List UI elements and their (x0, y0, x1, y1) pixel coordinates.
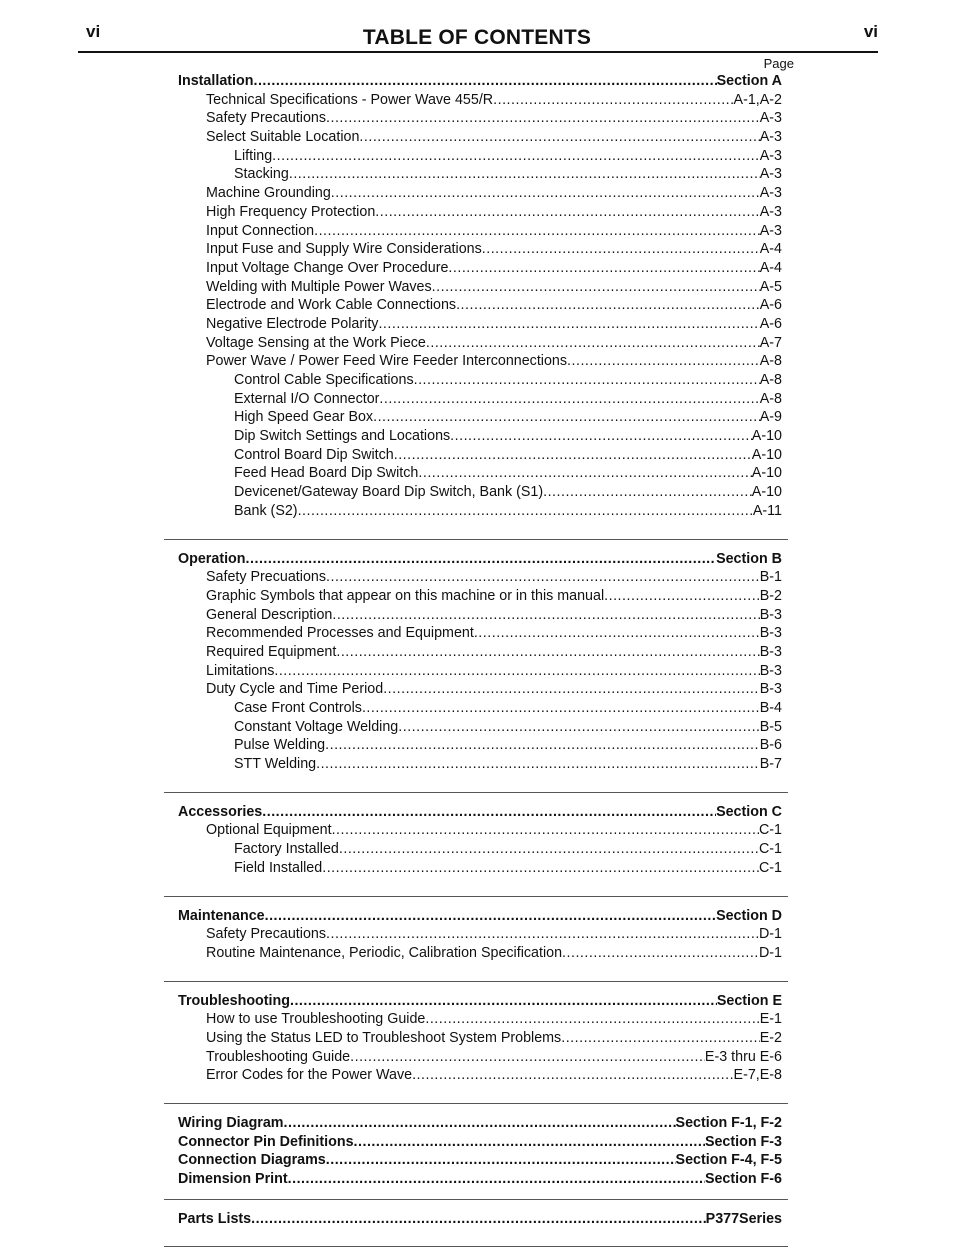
toc-entry-page: B-4 (759, 700, 782, 716)
toc-entry-page: A-3 (759, 203, 782, 220)
toc-entry-title: Routine Maintenance, Periodic, Calibration Specification (206, 944, 563, 961)
toc-entry[interactable] (164, 408, 782, 427)
toc-entry-title: Welding with Multiple Power Waves (206, 278, 432, 295)
toc-section (164, 550, 788, 774)
toc-entry-page: Section F-3 (704, 1133, 782, 1150)
toc-entry-title: Constant Voltage Welding (234, 718, 399, 735)
toc-entry-page: B-5 (759, 718, 782, 735)
toc-entry[interactable] (164, 222, 782, 241)
toc-section-heading[interactable] (164, 803, 782, 822)
page-title: TABLE OF CONTENTS (362, 26, 592, 49)
toc-entry-page: A-4 (759, 241, 782, 258)
toc-entry-page: A-3 (759, 129, 782, 146)
toc-entry-page: A-3 (759, 110, 782, 127)
toc-entry-page: Section A (716, 73, 782, 89)
toc-entry[interactable] (164, 165, 782, 184)
toc-entry-page: A-6 (759, 297, 782, 314)
dot-leader (326, 109, 760, 128)
toc-entry[interactable] (164, 680, 782, 699)
toc-entry-page: Section F-1, F-2 (675, 1115, 782, 1131)
toc-entry-title: Control Board Dip Switch (234, 446, 394, 463)
toc-entry-title: Field Installed (234, 859, 323, 876)
toc-section (164, 1114, 788, 1189)
toc-entry-page: Section F-6 (704, 1171, 782, 1188)
page-column-label: Page (763, 56, 794, 71)
dot-leader (316, 755, 760, 774)
toc-entry-title: Using the Status LED to Troubleshoot System Problems (206, 1029, 562, 1046)
toc-entry-title: Voltage Sensing at the Work Piece (206, 334, 426, 351)
toc-section-heading[interactable] (164, 992, 782, 1011)
toc-section-heading[interactable] (164, 1133, 782, 1152)
toc-entry-page: A-10 (751, 465, 782, 482)
toc-entry-title: Negative Electrode Polarity (206, 315, 379, 332)
dot-leader (298, 502, 753, 521)
toc-entry-page: A-11 (752, 502, 782, 519)
dot-leader (398, 718, 759, 737)
toc-entry[interactable] (164, 718, 782, 737)
toc-section-heading[interactable] (164, 907, 782, 926)
toc-entry-title: Safety Precuations (206, 569, 327, 586)
toc-entry[interactable] (164, 315, 782, 334)
toc-entry-page: B-6 (759, 737, 782, 754)
toc-entry-title: Select Suitable Location (206, 129, 360, 146)
toc-entry-page: Section C (716, 803, 782, 820)
toc-entry[interactable] (164, 371, 782, 390)
dot-leader (289, 165, 760, 184)
toc-entry-title: Graphic Symbols that appear on this machine or in this manual (206, 587, 605, 604)
toc-entry[interactable] (164, 147, 782, 166)
toc-entry-page: A-3 (759, 222, 782, 239)
toc-entry[interactable] (164, 91, 782, 110)
toc-entry[interactable] (164, 606, 782, 625)
toc-entry-title: Connector Pin Definitions (178, 1133, 354, 1150)
toc-entry-title: Parts Lists (178, 1210, 252, 1227)
toc-entry-page: D-1 (758, 944, 782, 961)
toc-entry[interactable] (164, 1010, 782, 1029)
toc-entry-title: STT Welding (234, 756, 317, 773)
toc-entry[interactable] (164, 259, 782, 278)
dot-leader (450, 427, 752, 446)
toc-entry[interactable] (164, 352, 782, 371)
toc-entry-title: Feed Head Board Dip Switch (234, 465, 419, 482)
dot-leader (325, 736, 760, 755)
toc-entry-title: Machine Grounding (206, 185, 331, 202)
toc-entry[interactable] (164, 334, 782, 353)
toc-entry-page: E-3 thru E-6 (704, 1048, 782, 1065)
toc-entry-title: General Description (206, 606, 333, 623)
toc-entry-page: A-9 (759, 409, 782, 426)
dot-leader (562, 944, 759, 963)
toc-entry-title: Maintenance (178, 907, 265, 924)
toc-entry[interactable] (164, 128, 782, 147)
dot-leader (290, 992, 717, 1011)
toc-section (164, 907, 788, 963)
dot-leader (474, 624, 760, 643)
toc-section-heading[interactable] (164, 1151, 782, 1170)
toc-entry-page: B-7 (759, 756, 782, 773)
toc-entry[interactable] (164, 840, 782, 859)
toc-entry-page: Section F-4, F-5 (675, 1152, 782, 1169)
section-divider (164, 963, 788, 982)
section-divider (164, 1189, 788, 1200)
toc-entry-title: Input Connection (206, 222, 315, 239)
toc-entry-title: Factory Installed (234, 841, 339, 858)
dot-leader (336, 643, 759, 662)
dot-leader (448, 259, 759, 278)
toc-entry[interactable] (164, 643, 782, 662)
dot-leader (326, 1151, 676, 1170)
dot-leader (362, 699, 760, 718)
dot-leader (418, 464, 751, 483)
dot-leader (414, 371, 760, 390)
section-divider (164, 774, 788, 793)
dot-leader (394, 446, 752, 465)
toc-entry-page: E-1 (759, 1011, 782, 1028)
dot-leader (432, 278, 760, 297)
dot-leader (332, 606, 759, 625)
section-divider (164, 1228, 788, 1247)
dot-leader (246, 550, 717, 569)
toc-entry-title: Dimension Print (178, 1171, 288, 1188)
dot-leader (373, 408, 760, 427)
toc-entry[interactable] (164, 390, 782, 409)
dot-leader (375, 203, 759, 222)
toc-entry[interactable] (164, 446, 782, 465)
toc-section (164, 803, 788, 878)
dot-leader (567, 352, 760, 371)
dot-leader (322, 859, 759, 878)
dot-leader (412, 1066, 733, 1085)
toc-entry-title: Safety Precautions (206, 926, 327, 943)
toc-entry-title: Recommended Processes and Equipment (206, 625, 474, 642)
toc-entry-page: Section B (716, 550, 782, 567)
dot-leader (284, 1114, 676, 1133)
toc-entry-title: Devicenet/Gateway Board Dip Switch, Bank (S1) (234, 484, 544, 501)
dot-leader (561, 1029, 760, 1048)
dot-leader (253, 72, 716, 91)
toc-entry-page: C-1 (758, 859, 782, 876)
toc-entry[interactable] (164, 755, 782, 774)
dot-leader (354, 1133, 705, 1152)
toc-entry-title: Error Codes for the Power Wave (206, 1067, 413, 1084)
toc-entry-title: Bank (S2) (234, 502, 298, 519)
toc-entry-title: Electrode and Work Cable Connections (206, 297, 457, 314)
toc-entry-page: A-3 (759, 147, 782, 164)
toc-entry-title: Pulse Welding (234, 737, 326, 754)
toc-section-heading[interactable] (164, 1210, 782, 1229)
toc-entry-title: Optional Equipment (206, 822, 332, 839)
toc-entry-page: A-10 (751, 428, 782, 445)
toc-entry-page: A-4 (759, 259, 782, 276)
toc-section-heading[interactable] (164, 72, 782, 91)
toc-section-heading[interactable] (164, 1114, 782, 1133)
toc-entry[interactable] (164, 587, 782, 606)
toc-section (164, 1210, 788, 1229)
toc-entry-page: B-3 (759, 625, 782, 642)
toc-entry-title: Control Cable Specifications (234, 372, 414, 388)
toc-entry[interactable] (164, 240, 782, 259)
toc-entry[interactable] (164, 662, 782, 681)
toc-entry-title: Input Fuse and Supply Wire Considerations (206, 241, 482, 258)
toc-entry-page: A-6 (759, 315, 782, 332)
toc-entry-page: A-8 (759, 353, 782, 370)
toc-entry-title: Duty Cycle and Time Period (206, 681, 384, 698)
toc-section (164, 992, 788, 1085)
toc-entry-title: Lifting (234, 147, 273, 164)
dot-leader (326, 568, 760, 587)
toc-entry[interactable] (164, 1066, 782, 1085)
dot-leader (493, 91, 733, 110)
toc-entry-page: B-3 (759, 681, 782, 698)
toc-entry-page: A-3 (759, 166, 782, 183)
toc-entry-page: E-2 (759, 1029, 782, 1046)
toc-entry-title: Technical Specifications - Power Wave 455/R (206, 91, 494, 108)
toc-entry-page: A-7 (759, 334, 782, 351)
dot-leader (426, 334, 760, 353)
toc-entry-page: B-2 (759, 587, 782, 604)
toc-entry-page: C-1 (758, 822, 782, 839)
toc-entry[interactable] (164, 483, 782, 502)
toc-entry-title: Wiring Diagram (178, 1115, 284, 1131)
toc-entry-title: Required Equipment (206, 643, 337, 660)
dot-leader (274, 662, 759, 681)
toc-entry[interactable] (164, 944, 782, 963)
toc-entry[interactable] (164, 1029, 782, 1048)
dot-leader (604, 587, 760, 606)
dot-leader (359, 128, 759, 147)
toc-entry[interactable] (164, 1048, 782, 1067)
toc-entry-title: Operation (178, 550, 246, 567)
toc-entry[interactable] (164, 568, 782, 587)
toc-entry-title: Input Voltage Change Over Procedure (206, 259, 449, 276)
toc-entry[interactable] (164, 624, 782, 643)
toc-entry-title: Accessories (178, 803, 263, 820)
toc-entry-page: A-3 (759, 185, 782, 202)
dot-leader (332, 821, 759, 840)
dot-leader (482, 240, 760, 259)
toc-entry-title: Limitations (206, 662, 275, 679)
toc-entry[interactable] (164, 502, 782, 521)
dot-leader (378, 315, 759, 334)
dot-leader (262, 803, 716, 822)
toc-entry-title: How to use Troubleshooting Guide (206, 1011, 426, 1028)
toc-entry[interactable] (164, 821, 782, 840)
page-number-right: vi (863, 22, 878, 41)
toc-entry[interactable] (164, 296, 782, 315)
dot-leader (265, 907, 716, 926)
dot-leader (456, 296, 760, 315)
section-divider (164, 521, 788, 540)
toc-entry[interactable] (164, 859, 782, 878)
toc-entry[interactable] (164, 109, 782, 128)
toc-entry-page: Section E (716, 992, 782, 1009)
toc-entry-page: A-8 (759, 390, 782, 407)
dot-leader (331, 184, 760, 203)
dot-leader (543, 483, 752, 502)
header-divider (78, 51, 878, 53)
toc-entry-page: A-10 (751, 446, 782, 463)
toc-entry[interactable] (164, 925, 782, 944)
dot-leader (326, 925, 759, 944)
toc-entry-title: Safety Precautions (206, 110, 327, 127)
toc-entry-page: B-3 (759, 643, 782, 660)
toc-entry-title: Troubleshooting (178, 992, 290, 1009)
page-number-left: vi (86, 22, 101, 41)
toc-entry[interactable] (164, 203, 782, 222)
dot-leader (272, 147, 760, 166)
dot-leader (383, 680, 760, 699)
toc-entry-page: A-10 (751, 484, 782, 501)
toc-entry-page: A-5 (759, 278, 782, 295)
toc-entry-page: E-7,E-8 (733, 1067, 782, 1084)
section-divider (164, 878, 788, 897)
toc-entry-title: Power Wave / Power Feed Wire Feeder Interconnections (206, 353, 568, 370)
toc-entry-page: A-8 (759, 372, 782, 388)
dot-leader (425, 1010, 759, 1029)
toc-entry-title: Installation (178, 73, 254, 89)
toc-entry-title: Troubleshooting Guide (206, 1048, 351, 1065)
toc-entry[interactable] (164, 278, 782, 297)
toc-entry-title: High Speed Gear Box (234, 409, 374, 426)
dot-leader (339, 840, 759, 859)
toc-section-heading[interactable] (164, 550, 782, 569)
toc-entry-page: A-1,A-2 (733, 91, 782, 108)
toc-entry-page: B-3 (759, 606, 782, 623)
toc-entry-page: D-1 (758, 926, 782, 943)
dot-leader (288, 1170, 705, 1189)
table-of-contents (164, 72, 788, 1257)
dot-leader (350, 1048, 705, 1067)
toc-entry-title: Stacking (234, 166, 289, 183)
toc-entry-page: B-3 (759, 662, 782, 679)
toc-entry-page: B-1 (759, 569, 782, 586)
toc-section (164, 72, 788, 521)
toc-entry-page: P377Series (705, 1210, 782, 1227)
dot-leader (379, 390, 759, 409)
toc-entry-title: High Frequency Protection (206, 203, 376, 220)
section-divider (164, 1085, 788, 1104)
toc-entry-title: External I/O Connector (234, 390, 380, 407)
toc-entry-title: Connection Diagrams (178, 1152, 326, 1169)
toc-entry-title: Dip Switch Settings and Locations (234, 428, 451, 445)
toc-entry[interactable] (164, 699, 782, 718)
toc-entry[interactable] (164, 184, 782, 203)
toc-entry[interactable] (164, 464, 782, 483)
toc-entry[interactable] (164, 427, 782, 446)
dot-leader (314, 222, 760, 241)
toc-entry-title: Case Front Controls (234, 700, 362, 716)
toc-entry-page: Section D (716, 907, 782, 924)
toc-section-heading[interactable] (164, 1170, 782, 1189)
toc-entry-page: C-1 (758, 841, 782, 858)
toc-entry[interactable] (164, 736, 782, 755)
dot-leader (251, 1210, 706, 1229)
